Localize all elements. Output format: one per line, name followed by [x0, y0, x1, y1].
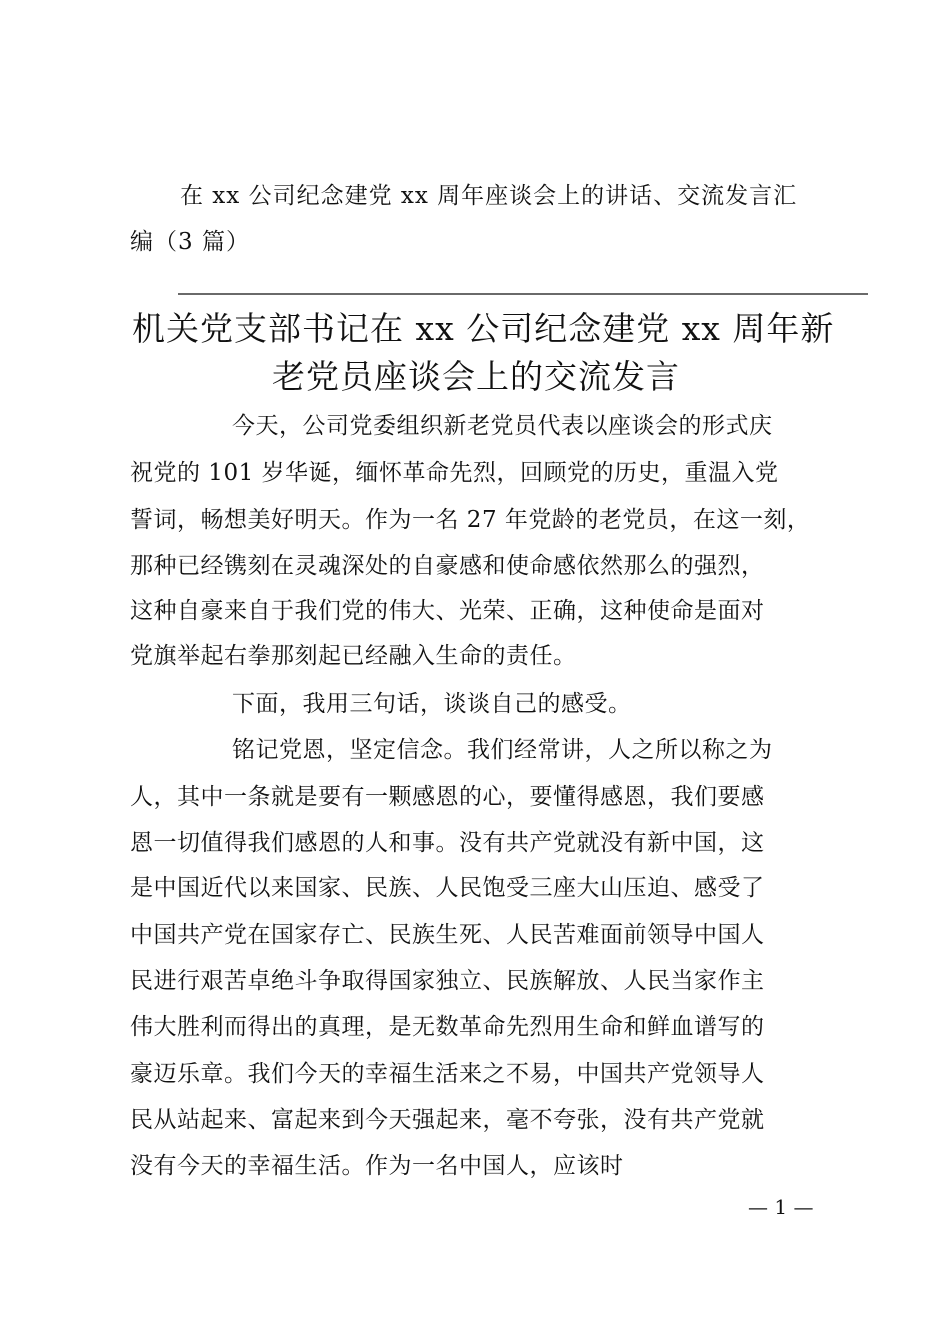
- body-line: 党旗举起右拳那刻起已经融入生命的责任。: [130, 643, 577, 669]
- heading-line-2: 老党员座谈会上的交流发言: [272, 357, 680, 396]
- body-line: 铭记党恩，坚定信念。我们经常讲，人之所以称之为: [232, 737, 773, 763]
- body-line: 那种已经镌刻在灵魂深处的自豪感和使命感依然那么的强烈，: [130, 553, 765, 579]
- body-line: 下面，我用三句话，谈谈自己的感受。: [232, 691, 632, 717]
- collection-title-line-1: 在 xx 公司纪念建党 xx 周年座谈会上的讲话、交流发言汇: [180, 183, 798, 209]
- body-line: 民从站起来、富起来到今天强起来，毫不夸张，没有共产党就: [130, 1107, 765, 1133]
- body-line: 祝党的 101 岁华诞，缅怀革命先烈，回顾党的历史，重温入党: [130, 460, 779, 486]
- body-line: 这种自豪来自于我们党的伟大、光荣、正确，这种使命是面对: [130, 598, 765, 624]
- body-line: 今天，公司党委组织新老党员代表以座谈会的形式庆: [232, 413, 773, 439]
- body-line: 是中国近代以来国家、民族、人民饱受三座大山压迫、感受了: [130, 875, 765, 901]
- page-number: — 1 —: [748, 1195, 814, 1219]
- heading-line-1: 机关党支部书记在 xx 公司纪念建党 xx 周年新: [132, 309, 835, 348]
- body-line: 豪迈乐章。我们今天的幸福生活来之不易，中国共产党领导人: [130, 1061, 765, 1087]
- body-line: 中国共产党在国家存亡、民族生死、人民苦难面前领导中国人: [130, 922, 765, 948]
- title-divider: [178, 293, 868, 295]
- body-line: 誓词，畅想美好明天。作为一名 27 年党龄的老党员，在这一刻，: [130, 507, 811, 533]
- body-line: 恩一切值得我们感恩的人和事。没有共产党就没有新中国，这: [130, 830, 765, 856]
- collection-title-line-2: 编（3 篇）: [130, 229, 250, 255]
- body-line: 民进行艰苦卓绝斗争取得国家独立、民族解放、人民当家作主: [130, 968, 765, 994]
- body-line: 人，其中一条就是要有一颗感恩的心，要懂得感恩，我们要感: [130, 784, 765, 810]
- body-line: 没有今天的幸福生活。作为一名中国人，应该时: [130, 1153, 624, 1179]
- body-line: 伟大胜利而得出的真理，是无数革命先烈用生命和鲜血谱写的: [130, 1014, 765, 1040]
